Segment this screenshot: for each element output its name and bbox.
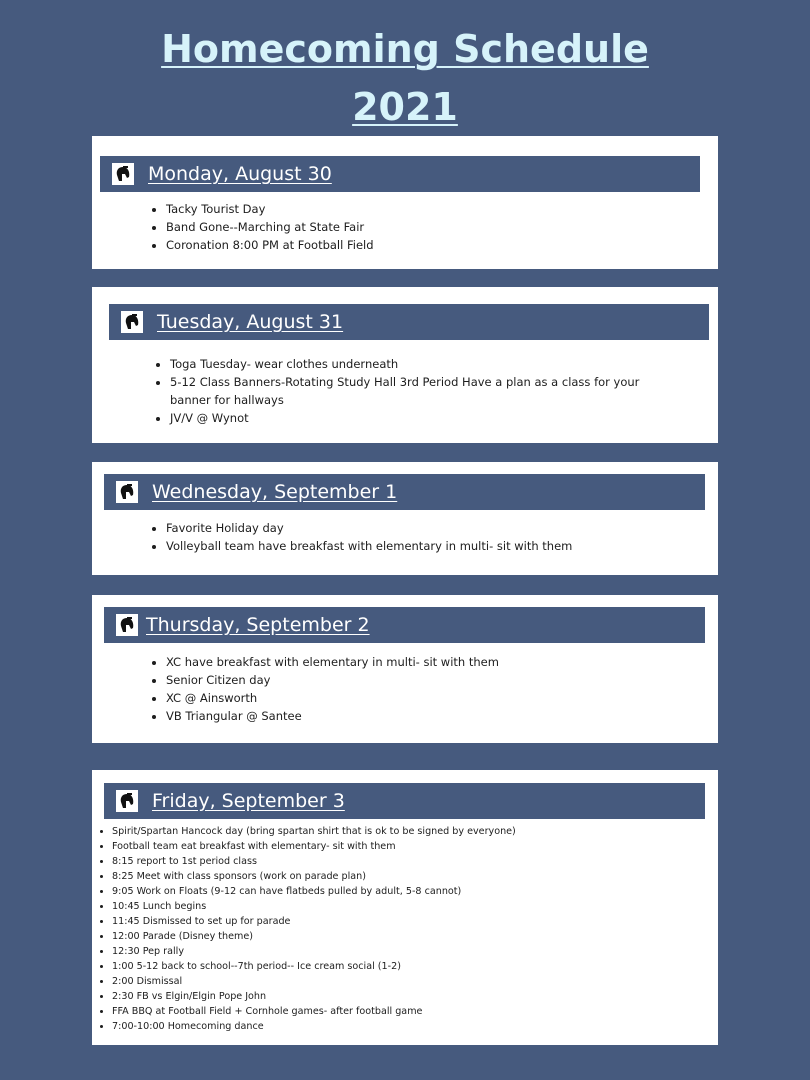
day-header xyxy=(104,474,705,510)
list-item: • JV/V @ Wynot xyxy=(170,409,650,427)
day-title: Wednesday, September 1 xyxy=(152,481,398,503)
list-item: • 1:00 5-12 back to school--7th period-- Ice cream social (1-2) xyxy=(112,959,712,974)
list-item: • Volleyball team have breakfast with elementary in multi- sit with them xyxy=(166,537,706,555)
list-item: • 12:30 Pep rally xyxy=(112,944,712,959)
list-item: • Band Gone--Marching at State Fair xyxy=(166,218,686,236)
list-item: • Coronation 8:00 PM at Football Field xyxy=(166,236,686,254)
day-items xyxy=(152,519,706,555)
list-item: • 7:00-10:00 Homecoming dance xyxy=(112,1019,712,1034)
page-subtitle-year: 2021 xyxy=(352,85,458,129)
spartan-helmet-icon xyxy=(116,481,138,503)
list-item: • 11:45 Dismissed to set up for parade xyxy=(112,914,712,929)
spartan-helmet-icon xyxy=(112,163,134,185)
day-items xyxy=(156,355,650,427)
list-item: • 9:05 Work on Floats (9-12 can have flatbeds pulled by adult, 5-8 cannot) xyxy=(112,884,712,899)
list-item: • 8:15 report to 1st period class xyxy=(112,854,712,869)
day-card-friday xyxy=(92,770,718,1045)
day-title: Thursday, September 2 xyxy=(146,614,370,636)
list-item: • 5-12 Class Banners-Rotating Study Hall 3rd Period Have a plan as a class for your banner for hallways xyxy=(170,373,650,409)
list-item: • 2:30 FB vs Elgin/Elgin Pope John xyxy=(112,989,712,1004)
list-item: • Tacky Tourist Day xyxy=(166,200,686,218)
spartan-helmet-icon xyxy=(121,311,143,333)
spartan-helmet-icon xyxy=(116,614,138,636)
day-card-thursday xyxy=(92,595,718,743)
list-item: • FFA BBQ at Football Field + Cornhole games- after football game xyxy=(112,1004,712,1019)
day-header xyxy=(104,607,705,643)
day-card-wednesday xyxy=(92,462,718,575)
list-item: • 10:45 Lunch begins xyxy=(112,899,712,914)
day-items xyxy=(152,200,686,254)
list-item: • XC have breakfast with elementary in multi- sit with them xyxy=(166,653,706,671)
list-item: • Toga Tuesday- wear clothes underneath xyxy=(170,355,650,373)
list-item: • XC @ Ainsworth xyxy=(166,689,706,707)
list-item: • 2:00 Dismissal xyxy=(112,974,712,989)
list-item: • 8:25 Meet with class sponsors (work on parade plan) xyxy=(112,869,712,884)
list-item: • 12:00 Parade (Disney theme) xyxy=(112,929,712,944)
list-item: • Senior Citizen day xyxy=(166,671,706,689)
list-item: • Favorite Holiday day xyxy=(166,519,706,537)
day-items xyxy=(152,653,706,725)
day-header xyxy=(100,156,700,192)
day-title: Friday, September 3 xyxy=(152,790,345,812)
day-title: Tuesday, August 31 xyxy=(157,311,344,333)
list-item: • Spirit/Spartan Hancock day (bring spartan shirt that is ok to be signed by everyone) xyxy=(112,824,712,839)
day-header xyxy=(104,783,705,819)
day-card-monday xyxy=(92,136,718,269)
spartan-helmet-icon xyxy=(116,790,138,812)
list-item: • VB Triangular @ Santee xyxy=(166,707,706,725)
day-items xyxy=(98,824,712,1034)
day-title: Monday, August 30 xyxy=(148,163,332,185)
day-header xyxy=(109,304,709,340)
page-title: Homecoming Schedule xyxy=(161,27,649,71)
list-item: • Football team eat breakfast with elementary- sit with them xyxy=(112,839,712,854)
day-card-tuesday xyxy=(92,287,718,443)
